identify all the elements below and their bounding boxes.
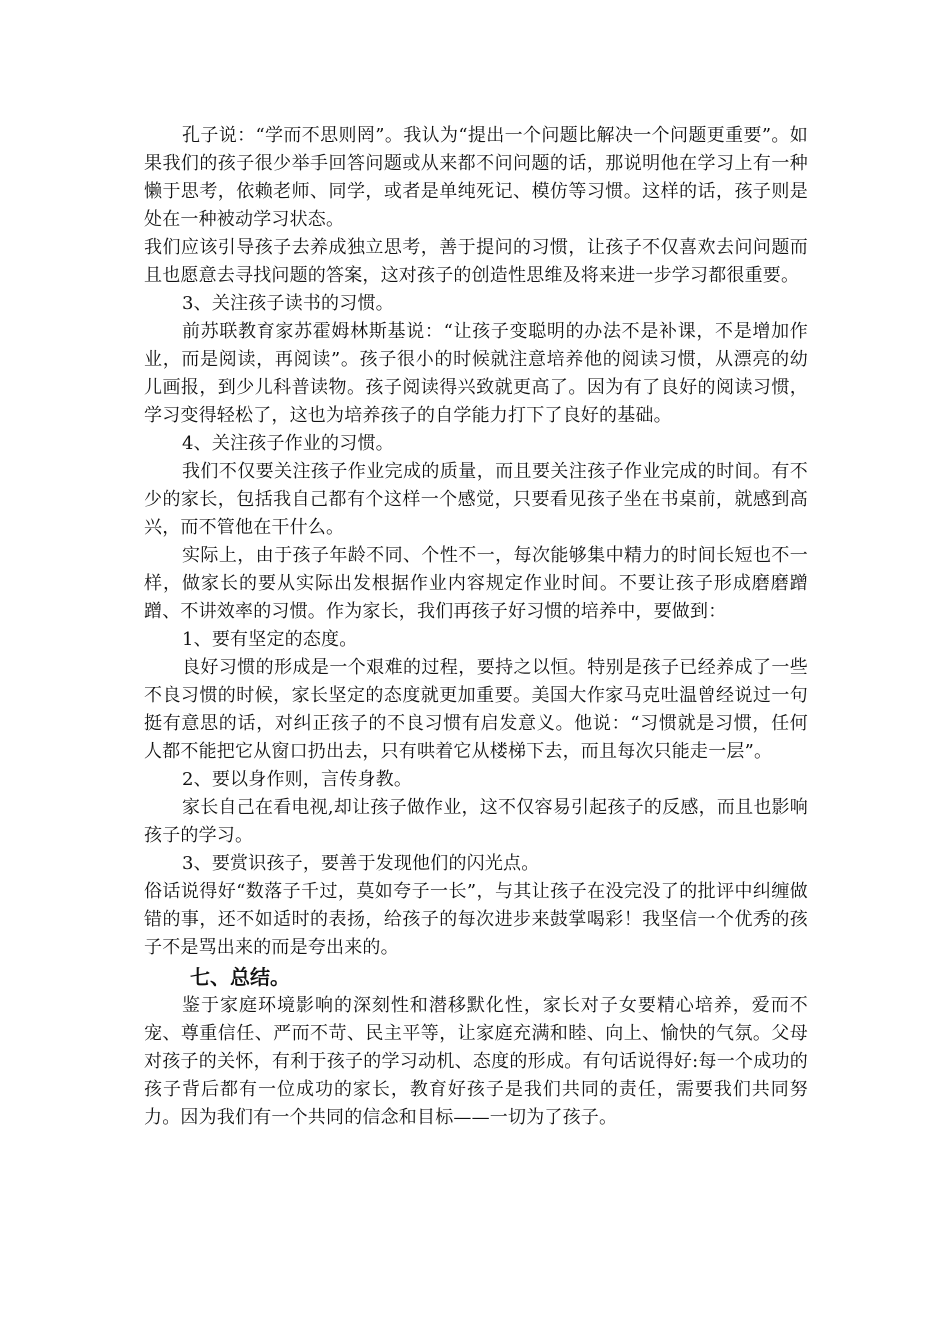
subheading-homework-habit: 4、关注孩子作业的习惯。 [182,433,394,454]
closing-paragraph: 鉴于家庭环境影响的深刻性和潜移默化性，家长对子女要精心培养，爱而不宠、尊重信任、严而不苛、民主平等，让家庭充满和睦、向上、愉快的气氛。父母对孩子的关怀，有利于孩子的学习动机、态度的形成。有句话说得好:每一个成功的孩子背后都有一位成功的家长，教育好孩子是我们共同的责任，需要我们共同努力。因为我们有一个共同的信念和目标——一切为了孩子。 [144,995,808,1128]
paragraph: 实际上，由于孩子年龄不同、个性不一，每次能够集中精力的时间长短也不一样，做家长的要从实际出发根据作业内容规定作业时间。不要让孩子形成磨磨蹭蹭、不讲效率的习惯。作为家长，我们再孩子好习惯的培养中，要做到： [144,545,808,622]
paragraph: 家长自己在看电视,却让孩子做作业，这不仅容易引起孩子的反感，而且也影响孩子的学习。 [144,797,808,846]
paragraph: 前苏联教育家苏霍姆林斯基说：“让孩子变聪明的办法不是补课，不是增加作业，而是阅读，再阅读”。孩子很小的时候就注意培养他的阅读习惯，从漂亮的幼儿画报，到少儿科普读物。孩子阅读得兴致就更高了。因为有了良好的阅读习惯，学习变得轻松了，这也为培养孩子的自学能力打下了良好的基础。 [144,321,808,426]
section-heading-summary: 七、总结。 [190,965,290,989]
paragraph: 俗话说得好“数落子千过，莫如夸子一长”，与其让孩子在没完没了的批评中纠缠做错的事，还不如适时的表扬，给孩子的每次进步来鼓掌喝彩！我坚信一个优秀的孩子不是骂出来的而是夸出来的。 [144,881,808,958]
paragraph: 我们不仅要关注孩子作业完成的质量，而且要关注孩子作业完成的时间。有不少的家长，包括我自己都有个这样一个感觉，只要看见孩子坐在书桌前，就感到高兴，而不管他在干什么。 [144,461,808,538]
paragraph: 良好习惯的形成是一个艰难的过程，要持之以恒。特别是孩子已经养成了一些不良习惯的时候，家长坚定的态度就更加重要。美国大作家马克吐温曾经说过一句挺有意思的话，对纠正孩子的不良习惯有启发意义。他说：“习惯就是习惯，任何人都不能把它从窗口扔出去，只有哄着它从楼梯下去，而且每次只能走一层”。 [144,657,808,762]
paragraph: 孔子说：“学而不思则罔”。我认为“提出一个问题比解决一个问题更重要”。如果我们的孩子很少举手回答问题或从来都不问问题的话，那说明他在学习上有一种懒于思考，依赖老师、同学，或者是单纯死记、模仿等习惯。这样的话，孩子则是处在一种被动学习状态。 [144,125,808,230]
document-body [144,122,808,1132]
paragraph: 我们应该引导孩子去养成独立思考，善于提问的习惯，让孩子不仅喜欢去问问题而且也愿意去寻找问题的答案，这对孩子的创造性思维及将来进一步学习都很重要。 [144,237,808,286]
subheading-appreciate-child: 3、要赏识孩子，要善于发现他们的闪光点。 [182,853,540,874]
subheading-reading-habit: 3、关注孩子读书的习惯。 [182,293,394,314]
subheading-lead-by-example: 2、要以身作则，言传身教。 [182,769,413,790]
subheading-firm-attitude: 1、要有坚定的态度。 [182,629,358,650]
